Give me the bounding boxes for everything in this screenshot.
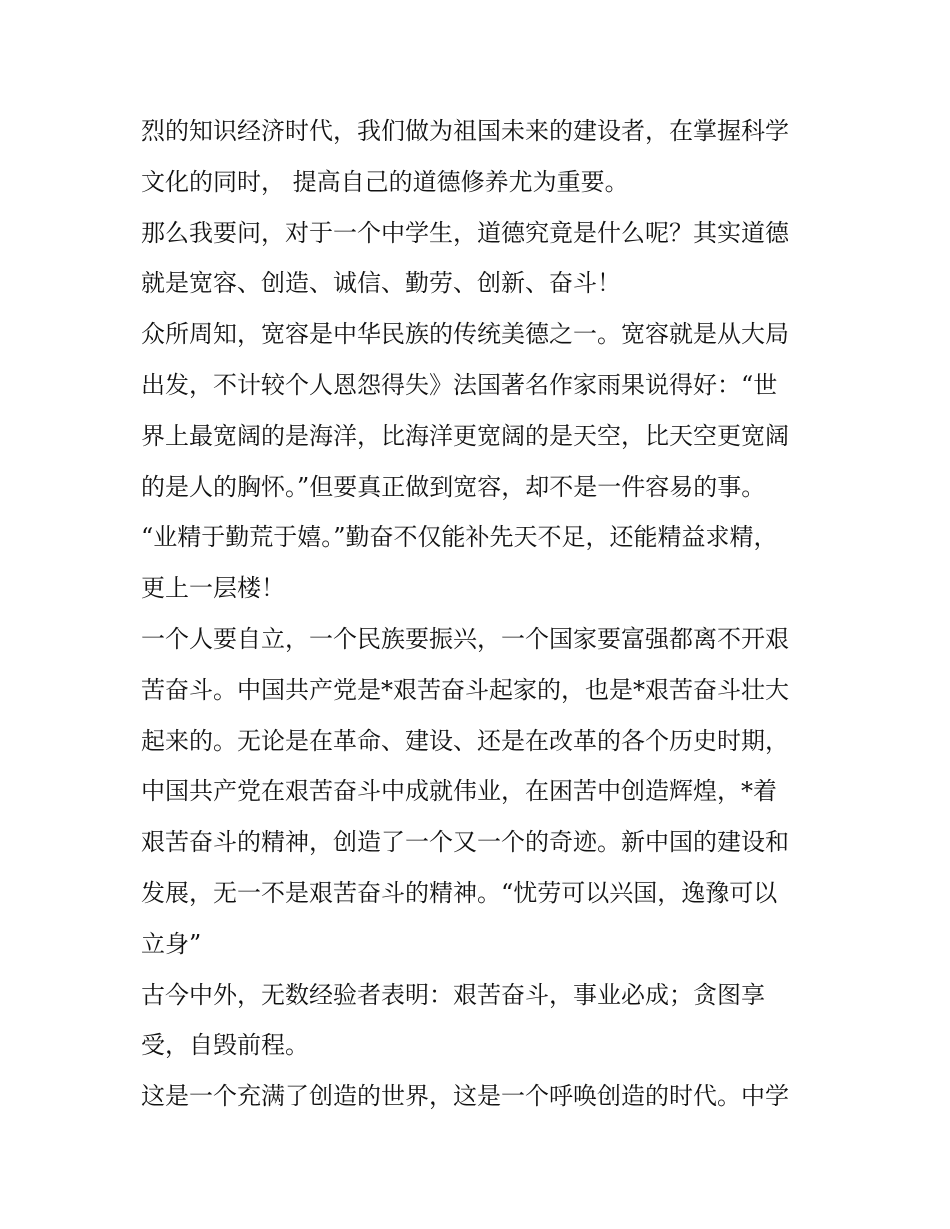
text-line: 一个人要自立，一个民族要振兴，一个国家要富强都离不开艰 <box>141 624 789 653</box>
body-text <box>141 106 821 1122</box>
text-line: 众所周知，宽容是中华民族的传统美德之一。宽容就是从大局 <box>141 320 789 349</box>
text-line: 就是宽容、创造、诚信、勤劳、创新、奋斗！ <box>141 269 621 298</box>
text-line: 中国共产党在艰苦奋斗中成就伟业，在困苦中创造辉煌，*着 <box>141 777 777 806</box>
text-line: 艰苦奋斗的精神，创造了一个又一个的奇迹。新中国的建设和 <box>141 828 789 857</box>
text-line: 那么我要问，对于一个中学生，道德究竟是什么呢？其实道德 <box>141 218 789 247</box>
text-line: 立身” <box>141 929 202 958</box>
text-line: 的是人的胸怀。”但要真正做到宽容，却不是一件容易的事。 <box>141 472 766 501</box>
text-line: 起来的。无论是在革命、建设、还是在改革的各个历史时期， <box>141 726 789 755</box>
text-line: 发展，无一不是艰苦奋斗的精神。“忧劳可以兴国，逸豫可以 <box>141 878 778 907</box>
text-line: 受，自毁前程。 <box>141 1031 309 1060</box>
text-line: 更上一层楼！ <box>141 574 285 603</box>
text-line: 界上最宽阔的是海洋，比海洋更宽阔的是天空，比天空更宽阔 <box>141 421 789 450</box>
text-line: 烈的知识经济时代，我们做为祖国未来的建设者，在掌握科学 <box>141 117 789 145</box>
text-line: 苦奋斗。中国共产党是*艰苦奋斗起家的，也是*艰苦奋斗壮大 <box>141 675 789 704</box>
text-line: 出发，不计较个人恩怨得失》法国著名作家雨果说得好：“世 <box>141 370 778 399</box>
text-line: 古今中外，无数经验者表明：艰苦奋斗，事业必成；贪图享 <box>141 980 765 1009</box>
text-line: 这是一个充满了创造的世界，这是一个呼唤创造的时代。中学 <box>141 1082 789 1111</box>
text-line: 文化的同时， 提高自己的道德修养尤为重要。 <box>141 167 629 196</box>
text-line: “业精于勤荒于嬉。”勤奋不仅能补先天不足，还能精益求精， <box>141 523 778 552</box>
